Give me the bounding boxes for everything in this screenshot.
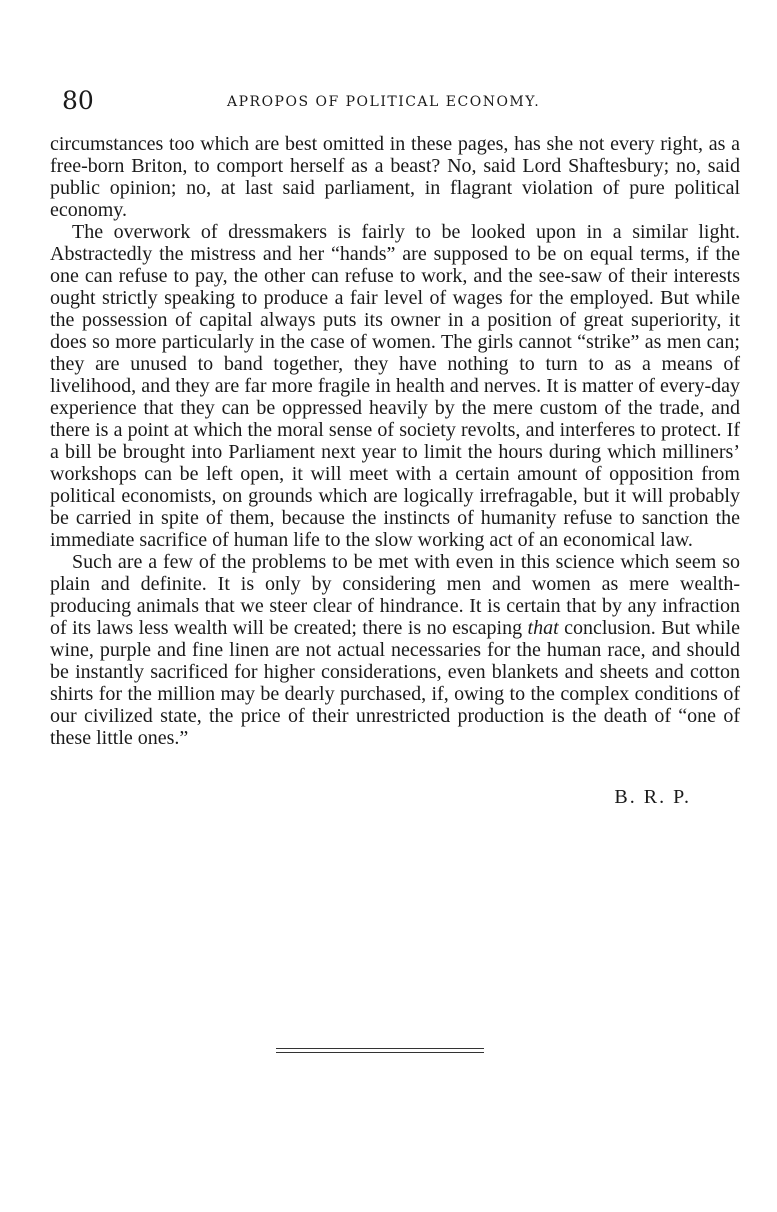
paragraph-1 [50, 133, 740, 221]
paragraph-3-text-a: Such are a few of the problems to be met with even in this science which seem so plain and definite. It is only by considering men and women as mere wealth-producing animals that we steer clear of hindrance. It is certain that by any infraction of its laws less wealth will be created; there is no escaping [50, 551, 740, 639]
paragraph-2-text: The overwork of dressmakers is fairly to be looked upon in a similar light. Abstractedly the mistress and her “hands” are supposed to be on equal terms, if the one can refuse to pay, the other can refuse to work, and the see-saw of their interests ought strictly speaking to produce a fair level of wages for the employed. But while the possession of capital always puts its owner in a position of great superiority, it does so more particularly in the case of women. The girls cannot “strike” as men can; they are unused to band together, they have nothing to turn to as a means of livelihood, and they are far more fragile in health and nerves. It is matter of every-day experience that they can be oppressed heavily by the mere custom of the trade, and there is a point at which the moral sense of society revolts, and interferes to protect. If a bill be brought into Parliament next year to limit the hours during which milliners’ workshops can be left open, it will meet with a certain amount of opposition from political economists, on grounds which are logically irrefragable, but it will probably be carried in spite of them, because the instincts of humanity refuse to sanction the immediate sacrifice of human life to the slow working act of an economical law. [50, 221, 740, 551]
paragraph-2 [50, 221, 740, 551]
page-number: 80 [62, 86, 94, 115]
paragraph-3-text-b: conclusion. But while wine, purple and fine linen are not actual necessaries for the human race, and should be instantly sacrificed for higher considerations, even blankets and sheets and cotton shirts for the million may be dearly purchased, if, owing to the complex conditions of our civilized state, the price of their unrestricted production is the death of “one of these little ones.” [50, 617, 740, 749]
author-signature: B. R. P. [614, 786, 691, 808]
end-rule-top [276, 1048, 484, 1049]
running-head: APROPOS OF POLITICAL ECONOMY. [227, 94, 541, 110]
page-header [62, 86, 742, 118]
article-body [50, 133, 740, 749]
paragraph-1-text: circumstances too which are best omitted in these pages, has she not every right, as a free-born Briton, to comport herself as a beast? No, said Lord Shaftesbury; no, said public opinion; no, at last said parliament, in flagrant violation of pure political economy. [50, 133, 740, 221]
paragraph-3 [50, 551, 740, 749]
paragraph-3-emphasis: that [527, 617, 559, 639]
end-rule-bottom [276, 1052, 484, 1053]
